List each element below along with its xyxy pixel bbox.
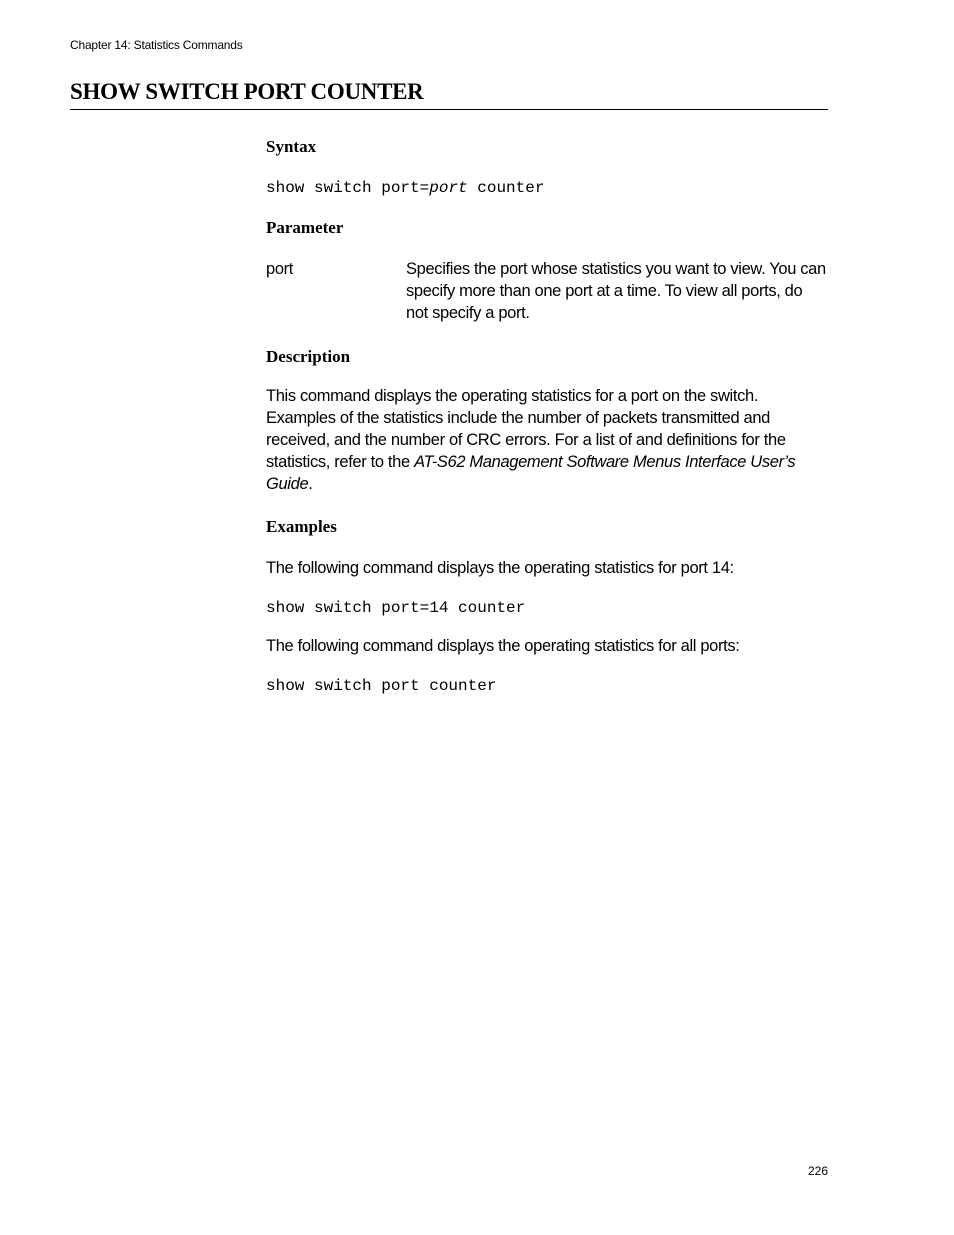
example1-text: The following command displays the operating statistics for port 14: xyxy=(266,559,734,577)
examples-heading: Examples xyxy=(266,517,337,536)
page-title: SHOW SWITCH PORT COUNTER xyxy=(70,78,828,110)
parameter-description: Specifies the port whose statistics you want to view. You can specify more than one port at a time. To view all ports, do not specify a port. xyxy=(406,260,826,322)
description-text-before: This command displays the operating statistics for a port on the switch. Examples of the statistics include the number of packets transmitted and received, and the number of CRC errors. For a list of and definitions for the statistics, refer to the xyxy=(266,387,786,471)
parameter-heading: Parameter xyxy=(266,218,344,237)
parameter-name: port xyxy=(266,260,294,278)
syntax-code-prefix: show switch port= xyxy=(266,179,430,197)
syntax-code-param: port xyxy=(429,179,468,197)
description-heading: Description xyxy=(266,347,351,366)
syntax-code-suffix: counter xyxy=(467,179,545,197)
command-content xyxy=(266,136,828,696)
running-header: Chapter 14: Statistics Commands xyxy=(70,38,243,52)
example1-code: show switch port=14 counter xyxy=(266,599,526,617)
description-text-after: . xyxy=(308,475,313,493)
syntax-code xyxy=(266,178,828,198)
description-text xyxy=(266,385,828,495)
example2-text: The following command displays the operating statistics for all ports: xyxy=(266,637,740,655)
page-number: 226 xyxy=(808,1164,829,1178)
syntax-heading: Syntax xyxy=(266,137,317,156)
example2-code: show switch port counter xyxy=(266,677,497,695)
guide-title: AT-S62 Management Software Menus Interface User’s Guide xyxy=(266,453,796,493)
parameter-row xyxy=(266,258,828,324)
